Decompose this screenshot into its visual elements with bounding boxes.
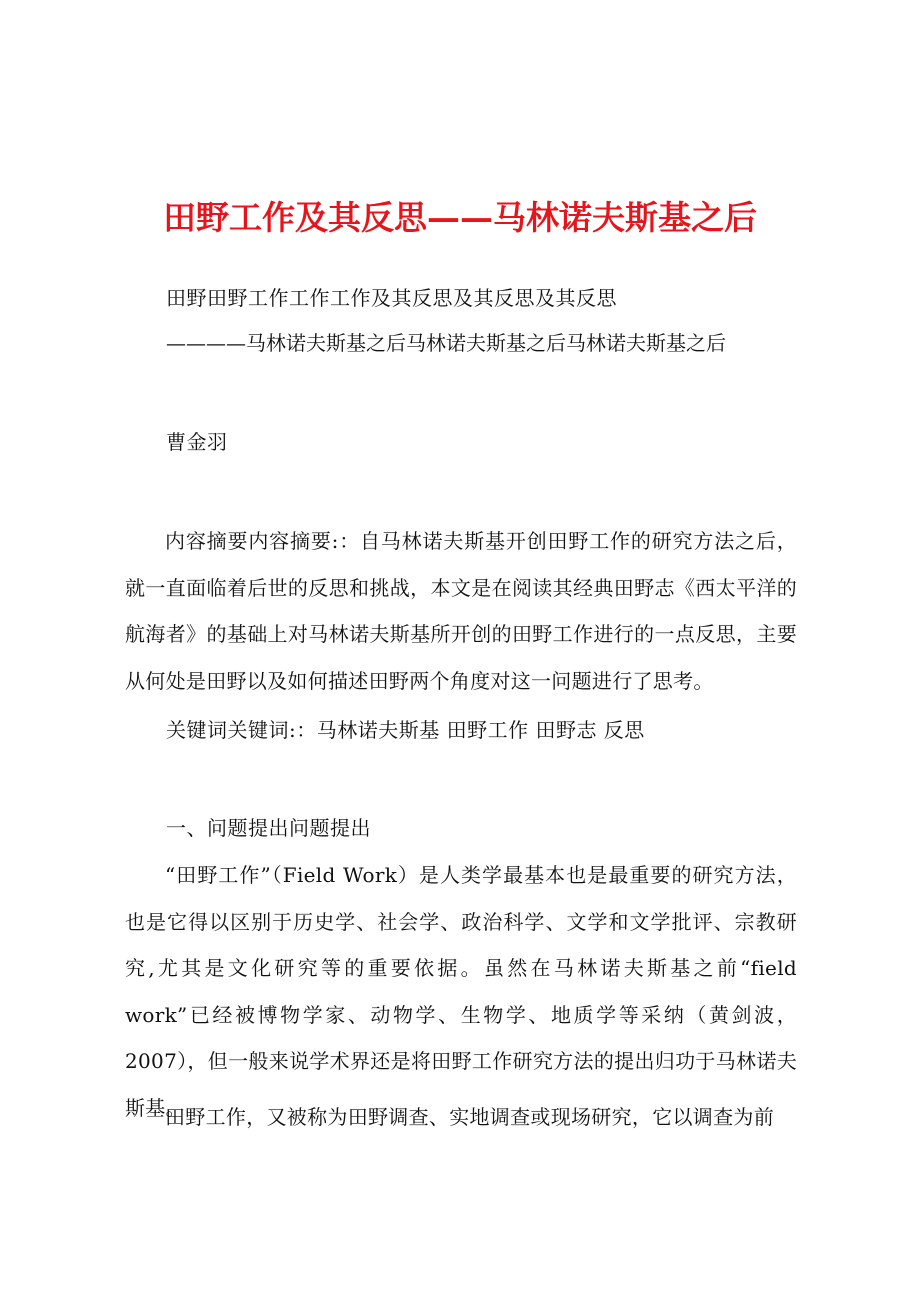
body-paragraph-2: 田野工作，又被称为田野调查、实地调查或现场研究，它以调查为前 (165, 1105, 774, 1129)
document-title: 田野工作及其反思——马林诺夫斯基之后 (163, 198, 757, 237)
author-name: 曹金羽 (166, 430, 228, 454)
abstract-paragraph: 内容摘要内容摘要:：自马林诺夫斯基开创田野工作的研究方法之后，就一直面临着后世的反思和挑战，本文是在阅读其经典田野志《西太平洋的航海者》的基础上对马林诺夫斯基所开创的田野工作进行的一点反思，主要从何处是田野以及如何描述田野两个角度对这一问题进行了思考。 (125, 529, 797, 693)
section-heading: 一、问题提出问题提出 (166, 816, 371, 840)
body-paragraph-1: “田野工作”（Field Work）是人类学最基本也是最重要的研究方法，也是它得以区别于历史学、社会学、政治科学、文学和文学批评、宗教研究,尤其是文化研究等的重要依据。虽然在马林诺夫斯基之前“field work”已经被博物学家、动物学、生物学、地质学等采纳（黄剑波，2007），但一般来说学术界还是将田野工作研究方法的提出归功于马林诺夫斯基。 (125, 863, 797, 1120)
keywords-line: 关键词关键词:：马林诺夫斯基 田野工作 田野志 反思 (166, 718, 645, 742)
subtitle-line-2: ————马林诺夫斯基之后马林诺夫斯基之后马林诺夫斯基之后 (166, 331, 726, 355)
subtitle-line-1: 田野田野工作工作工作及其反思及其反思及其反思 (166, 286, 617, 310)
